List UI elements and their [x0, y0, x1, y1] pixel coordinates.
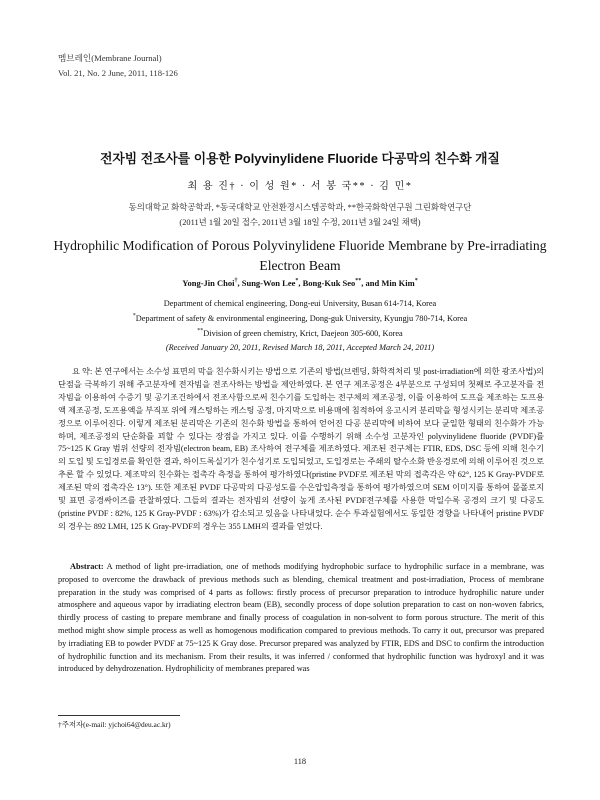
korean-title: 전자빔 전조사를 이용한 Polyvinylidene Fluoride 다공막의 친수화 개질: [100, 151, 500, 166]
affiliation-mark: **: [197, 327, 204, 334]
affiliation-line: *Department of safety & environmental engineering, Dong-guk University, Kyungju 780-714, Korea: [132, 313, 468, 323]
author-name: Sung-Won Lee: [241, 278, 296, 288]
abstract-label: Abstract:: [70, 562, 104, 571]
author-separator: , and: [361, 278, 382, 288]
korean-abstract: 요 약: 본 연구에서는 소수성 표면의 막을 친수화시키는 방법으로 기존의 방법(브렌딩, 화학적처리 및 post-irradiation에 의한 광조사법)의 단점을 극복하기 위해 주고분자에 전자빔을 전조사하는 방법을 제안하였다. 본 연구 제조공정은 4부분으로 구성되며 첫째로 주고분자를 전자빔을 이용하여 수증기 및 공기조건하에서 전조사함으로써 친수기를 도입하는 전구체의 제조공정, 이를 이용하여 도프을 제조하는 도프용액 제조공정, 도프용액을 부직포 위에 캐스팅하는 캐스팅 공정, 마지막으로 비용매에 침적하여 응고시켜 분리막을 형성시키는 분리막 제조공정으로 이루어진다. 이렇게 제조된 분리막은 기존의 친수화 방법을 통하여 얻어진 다공 분리막에 비하여 보다 균일한 형태의 친수화가 가능하며, 제조공정의 단순화를 꾀할 수 있다는 장점을 가지고 있다. 이를 수행하기 위해 소수성 고분자인 polyvinylidene fluoride (PVDF)를 75~125 K Gray 범위 선량의 전자빔(electron beam, EB) 조사하여 전구체를 제조하였다. 제조된 전구체는 FTIR, EDS, DSC 등에 의해 친수기의 도입 및 도입경로를 확인한 결과, 하이드록실기가 친수성기로 도입되었고, 도입경로는 주쇄의 탈수소화 반응경로에 의해 이루어진 것으로 추론 할 수 있었다. 제조막의 친수화는 접촉각 측정을 통하여 평가하였다(pristine PVDF로 제조된 막의 접촉각은 약 62°, 125 K Gray-PVDF로 제조된 막의 접촉각은 13°). 또한 제조된 PVDF 다공막의 다공성도를 수은압입측정을 통하여 평가하였으며 SEM 이미지를 통하여 몰폴로지 및 표면 공경싸이즈를 관찰하였다. 그들의 결과는 전자빔의 선량이 높게 조사된 PVDF전구체를 사용한 막일수록 공경의 크기 및 다공도(pristine PVDF : 82%, 125 K Gray-PVDF : 63%)가 감소되고 있음을 나타내었다. 순수 투과실험에서도 동일한 경향을 나타내어 pristine PVDF의 경우는 892 LMH, 125 K Gray-PVDF의 경우는 355 LMH의 결과를 얻었다.: [58, 367, 544, 531]
author-mark: †: [234, 278, 238, 285]
affiliation-line: **Division of green chemistry, Krict, Daejeon 305-600, Korea: [197, 327, 403, 338]
volume-line: Vol. 21, No. 2 June, 2011, 118-126: [58, 68, 178, 78]
author-mark: **: [355, 278, 362, 285]
author-separator: ,: [237, 278, 242, 288]
author-mark: *: [295, 278, 299, 285]
abstract-text: A method of light pre-irradiation, one of methods modifying hydrophobic surface to hydrophilic surface in a membrane, was proposed to overcome the drawback of previous methods such as blending, chemical treatment and post-irradiation, Process of membrane preparation in the study was comprised of 4 parts as follows: firstly process of precursor preparation to introduce hydrophilic nature under atmosphere and aqueous vapor by irradiating electron beam (EB), secondly process of dope solution preparation to cast on non-woven fabrics, thirdly process of casting to prepare membrane and finally process of coagulation in non-solvent to form porous structure. The merit of this method might show simple process as well as homogenous modification compared to previous methods. To carry it out, precursor was prepared by irradiating EB to powder PVDF at 75~125 K Gray dose. Precursor prepared was analyzed by FTIR, EDS and DSC to confirm the introduction of hydrophilic function and its mechanism. From their results, it was inferred / conformed that hydrophilic function was hydroxyl and it was introduced by dehydrozenation. Hydrophilicity of membranes prepared was: [58, 562, 544, 674]
korean-affiliation-line: 동의대학교 화학공학과, *동국대학교 안전환경시스템공학과, **한국화학연구원 그린화학연구단: [128, 203, 472, 212]
received-dates: (Received January 20, 2011, Revised March 18, 2011, Accepted March 24, 2011): [165, 343, 435, 353]
author-name: Min Kim: [381, 278, 415, 288]
affiliation-line: Department of chemical engineering, Dong-eui University, Busan 614-714, Korea: [163, 299, 437, 308]
english-abstract: [58, 561, 544, 676]
english-affiliations: [0, 297, 600, 356]
journal-header: [58, 51, 178, 81]
korean-affiliations: [0, 200, 600, 230]
footnote-rule: [58, 715, 180, 716]
english-title: Hydrophilic Modification of Porous Polyvinylidene Fluoride Membrane by Pre-irradiating Electron Beam: [53, 238, 547, 273]
english-authors: [0, 278, 600, 288]
korean-dates: (2011년 1월 20일 접수, 2011년 3월 18일 수정, 2011년 3월 24일 채택): [179, 218, 421, 227]
author-mark: *: [414, 278, 418, 285]
author-separator: ,: [298, 278, 303, 288]
korean-authors: 최 용 진† · 이 성 원* · 서 봉 국** · 김 민*: [187, 181, 413, 192]
footnote: †주저자(e-mail: yjchoi64@deu.ac.kr): [58, 720, 171, 729]
affiliation-mark: *: [132, 313, 136, 320]
page-number: 118: [293, 757, 307, 766]
journal-name: 멤브레인(Membrane Journal): [58, 53, 162, 63]
author-name: Yong-Jin Choi: [182, 278, 235, 288]
author-name: Bong-Kuk Seo: [302, 278, 356, 288]
